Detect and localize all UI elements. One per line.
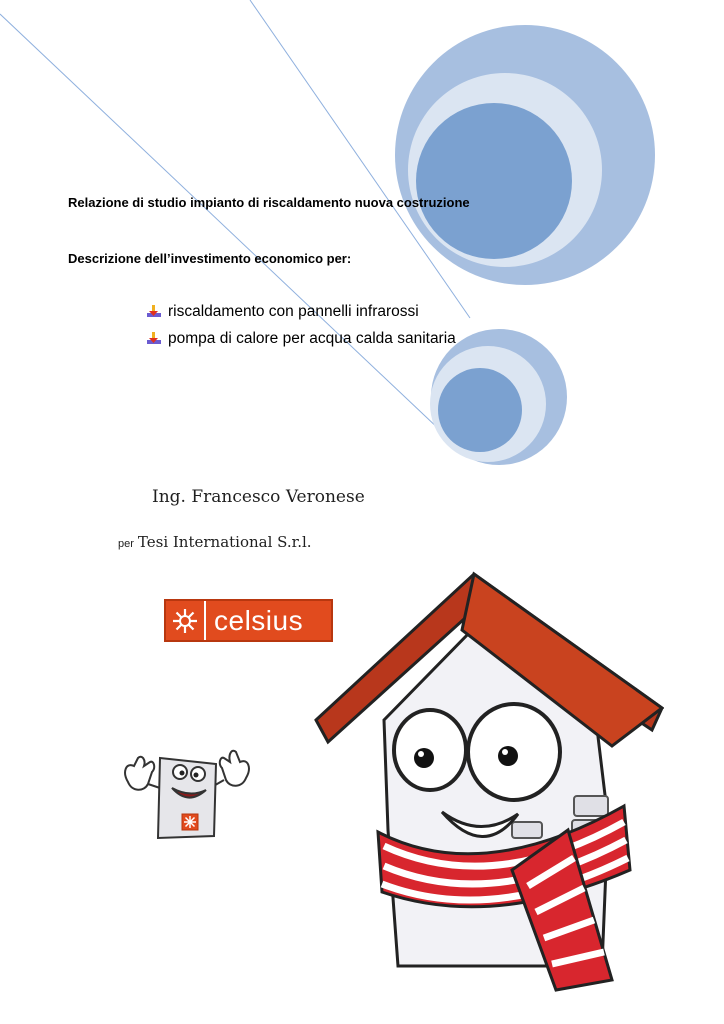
report-title: Relazione di studio impianto di riscaldamento nuova costruzione [68, 195, 470, 210]
bullet-text: pompa di calore per acqua calda sanitaria [168, 329, 456, 347]
author-name: Ing. Francesco Veronese [152, 487, 365, 507]
investment-description-heading: Descrizione dell’investimento economico per: [68, 251, 352, 266]
list-item [146, 298, 456, 325]
celsius-logo-icon [166, 601, 206, 640]
company-name: Tesi International S.r.l. [137, 533, 312, 551]
celsius-logo [164, 599, 333, 642]
bullet-text: riscaldamento con pannelli infrarossi [168, 302, 419, 320]
bullet-arrow-icon [146, 331, 162, 347]
list-item [146, 325, 456, 352]
bullet-arrow-icon [146, 304, 162, 320]
company-prefix: per [118, 538, 134, 550]
topic-list [146, 298, 456, 352]
company-line [118, 533, 312, 551]
celsius-logo-text: celsius [214, 604, 304, 636]
panel-mascot-icon [118, 732, 258, 844]
house-mascot-icon [312, 570, 664, 1010]
